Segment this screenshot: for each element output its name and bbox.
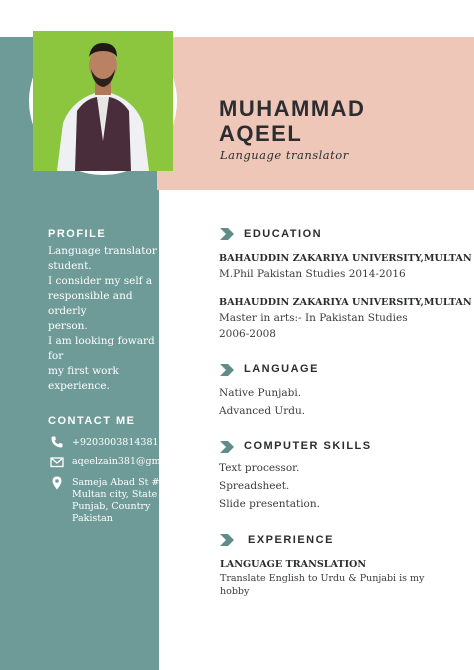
chevron-right-icon xyxy=(219,227,235,241)
education-heading: EDUCATION xyxy=(244,228,323,240)
email-address[interactable]: aqeelzain381@gmail.com xyxy=(72,456,196,467)
job-title: Language translator xyxy=(220,148,349,162)
profile-photo xyxy=(33,31,173,171)
chevron-right-icon xyxy=(219,533,235,547)
education-detail: M.Phil Pakistan Studies 2014-2016 xyxy=(219,268,406,280)
experience-role: LANGUAGE TRANSLATION xyxy=(220,559,367,570)
phone-number[interactable]: +9203003814381 xyxy=(72,437,159,448)
email-icon xyxy=(50,455,64,469)
profile-heading: PROFILE xyxy=(48,228,107,240)
language-list: Native Punjabi. Advanced Urdu. xyxy=(219,387,306,417)
education-school: BAHAUDDIN ZAKARIYA UNIVERSITY,MULTAN xyxy=(219,297,472,308)
experience-heading: EXPERIENCE xyxy=(248,534,334,546)
address: Sameja Abad St # Multan city, State Punjab, Country Pakistan xyxy=(72,477,160,524)
education-school: BAHAUDDIN ZAKARIYA UNIVERSITY,MULTAN xyxy=(219,253,472,264)
language-heading: LANGUAGE xyxy=(244,363,319,375)
phone-icon xyxy=(50,435,64,449)
skills-list: Text processor. Spreadsheet. Slide presentation. xyxy=(219,462,320,510)
location-pin-icon xyxy=(50,476,64,490)
skills-heading: COMPUTER SKILLS xyxy=(244,440,372,452)
education-detail: Master in arts:- In Pakistan Studies 2006-2008 xyxy=(219,312,408,340)
experience-text: Translate English to Urdu & Punjabi is my hobby xyxy=(220,573,425,597)
contact-heading: CONTACT ME xyxy=(48,415,136,427)
chevron-right-icon xyxy=(219,363,235,377)
chevron-right-icon xyxy=(219,440,235,454)
person-name: MUHAMMAD AQEEL xyxy=(219,96,366,146)
profile-text: Language translator student. I consider my self a responsible and orderly person. I am looking foward for my first work experience. xyxy=(48,245,157,392)
